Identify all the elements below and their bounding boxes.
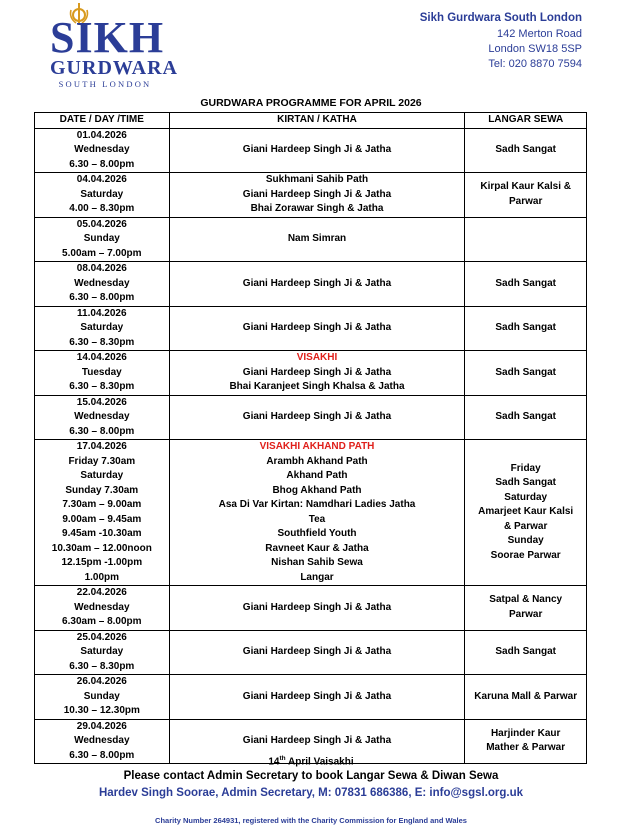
langar-cell-line: Sadh Sangat: [495, 366, 556, 378]
table-row: [35, 262, 587, 307]
logo-sub-text: GURDWARA: [50, 57, 178, 79]
langar-cell: [465, 675, 587, 720]
date-cell-line: Wednesday: [74, 601, 130, 613]
kirtan-cell-line: Giani Hardeep Singh Ji & Jatha: [242, 690, 392, 702]
kirtan-cell-line: Giani Hardeep Singh Ji & Jatha: [242, 277, 392, 289]
date-cell-line: Friday 7.30am: [68, 455, 136, 467]
programme-table: [34, 112, 587, 764]
date-cell-line: Sunday: [83, 233, 120, 244]
kirtan-cell-line: Giani Hardeep Singh Ji & Jatha: [242, 322, 392, 333]
event-highlight: VISAKHI AKHAND PATH: [259, 441, 375, 452]
date-cell-line: Wednesday: [74, 277, 130, 289]
langar-cell-line: Mather & Parwar: [486, 742, 566, 754]
date-cell-line: 9.45am -10.30am: [62, 528, 142, 539]
address-line2: London SW18 5SP: [488, 43, 582, 55]
table-row: [35, 395, 587, 440]
date-cell-line: Tuesday: [81, 366, 122, 378]
date-cell-line: 10.30 – 12.30pm: [63, 705, 140, 716]
langar-cell: [465, 128, 587, 173]
vaisakhi-text: April Vaisakhi: [285, 756, 354, 768]
date-cell-line: 26.04.2026: [76, 676, 127, 687]
date-cell-line: Wednesday: [74, 411, 130, 422]
kirtan-cell-line: Akhand Path: [286, 470, 348, 481]
date-cell: [35, 128, 170, 173]
date-cell-line: Wednesday: [74, 735, 130, 746]
langar-cell: [465, 395, 587, 440]
date-cell: [35, 630, 170, 675]
langar-cell-line: Amarjeet Kaur Kalsi: [478, 506, 574, 518]
langar-cell-line: Karuna Mall & Parwar: [474, 690, 578, 702]
kirtan-cell-line: Bhai Karanjeet Singh Khalsa & Jatha: [229, 381, 405, 392]
date-cell-line: 4.00 – 8.30pm: [69, 203, 135, 214]
address-tel: Tel: 020 8870 7594: [488, 58, 582, 70]
langar-cell: [465, 306, 587, 351]
charity-note: Charity Number 264931, registered with the Charity Commission for England and Wales: [155, 816, 467, 825]
kirtan-cell-line: Bhai Zorawar Singh & Jatha: [250, 203, 384, 214]
programme-body: [35, 128, 587, 764]
date-cell-line: 04.04.2026: [76, 174, 127, 185]
date-cell: [35, 306, 170, 351]
date-cell-line: 6.30 – 8.00pm: [69, 425, 135, 437]
date-cell-line: 6.30 – 8.30pm: [69, 381, 135, 392]
date-cell: [35, 395, 170, 440]
date-cell-line: 7.30am – 9.00am: [62, 499, 142, 510]
kirtan-cell: [169, 217, 465, 262]
date-cell: [35, 675, 170, 720]
langar-cell-line: Parwar: [509, 195, 543, 207]
date-cell: [35, 173, 170, 218]
table-row: [35, 440, 587, 586]
date-cell-line: Sunday 7.30am: [65, 484, 139, 496]
date-cell: [35, 217, 170, 262]
date-cell-line: 17.04.2026: [76, 441, 127, 452]
date-cell-line: 6.30 – 8.30pm: [69, 660, 135, 672]
date-cell-line: 08.04.2026: [76, 263, 127, 274]
kirtan-cell-line: Nishan Sahib Sewa: [271, 557, 363, 568]
langar-cell: [465, 351, 587, 396]
kirtan-cell-line: Arambh Akhand Path: [266, 455, 368, 467]
date-cell-line: Saturday: [80, 646, 124, 657]
kirtan-cell: [169, 351, 465, 396]
table-header-row: [35, 113, 587, 129]
langar-cell-line: Satpal & Nancy: [489, 594, 563, 606]
kirtan-cell-line: Ravneet Kaur & Jatha: [265, 542, 369, 554]
date-cell-line: 9.00am – 9.45am: [62, 513, 142, 525]
langar-cell: [465, 586, 587, 631]
date-cell-line: Saturday: [80, 188, 124, 200]
kirtan-cell: [169, 440, 465, 586]
langar-cell-line: & Parwar: [504, 520, 548, 532]
langar-cell-line: Harjinder Kaur: [490, 727, 561, 739]
table-row: [35, 217, 587, 262]
kirtan-cell-line: Giani Hardeep Singh Ji & Jatha: [242, 601, 392, 613]
table-row: [35, 173, 587, 218]
event-highlight: VISAKHI: [296, 352, 338, 363]
kirtan-cell-line: Bhog Akhand Path: [272, 484, 362, 496]
kirtan-cell: [169, 395, 465, 440]
header-date: DATE / DAY /TIME: [35, 113, 170, 129]
date-cell-line: 6.30am – 8.00pm: [62, 616, 142, 627]
date-cell-line: 14.04.2026: [76, 352, 127, 363]
address-line1: 142 Merton Road: [497, 28, 582, 40]
langar-cell-line: Saturday: [504, 491, 548, 503]
date-cell-line: 6.30 – 8.00pm: [69, 292, 135, 303]
table-row: [35, 586, 587, 631]
date-cell: [35, 586, 170, 631]
langar-cell-line: Sadh Sangat: [495, 411, 556, 422]
kirtan-cell-line: Sukhmani Sahib Path: [265, 174, 369, 185]
langar-cell-line: Sadh Sangat: [495, 646, 556, 657]
langar-cell-line: Friday: [510, 462, 541, 474]
logo-location-text: SOUTH LONDON: [58, 79, 152, 89]
date-cell: [35, 351, 170, 396]
vaisakhi-note: [0, 755, 622, 767]
secretary-contact: Hardev Singh Soorae, Admin Secretary, M: 07831 686386, E: info@sgsl.org.uk: [98, 787, 524, 799]
kirtan-cell-line: Giani Hardeep Singh Ji & Jatha: [242, 646, 392, 657]
table-row: [35, 351, 587, 396]
date-cell-line: 12.15pm -1.00pm: [61, 557, 143, 568]
date-cell-line: 22.04.2026: [76, 587, 127, 598]
vaisakhi-day: 14: [268, 756, 280, 768]
date-cell-line: Saturday: [80, 322, 124, 333]
langar-cell-line: Sadh Sangat: [495, 277, 556, 289]
org-name: Sikh Gurdwara South London: [419, 12, 582, 24]
kirtan-cell: [169, 306, 465, 351]
date-cell-line: Sunday: [83, 690, 120, 702]
date-cell: [35, 262, 170, 307]
gurdwara-logo: [50, 8, 178, 90]
date-cell-line: 05.04.2026: [76, 218, 127, 230]
kirtan-cell-line: Giani Hardeep Singh Ji & Jatha: [242, 366, 392, 378]
date-cell-line: Wednesday: [74, 144, 130, 155]
date-cell-line: 11.04.2026: [77, 307, 127, 319]
kirtan-cell-line: Southfield Youth: [277, 528, 357, 539]
table-row: [35, 306, 587, 351]
date-cell-line: 6.30 – 8.00pm: [69, 158, 135, 170]
kirtan-cell: [169, 630, 465, 675]
langar-cell: [465, 262, 587, 307]
langar-cell-line: Sadh Sangat: [495, 477, 556, 489]
langar-cell: [465, 440, 587, 586]
langar-cell-line: Sadh Sangat: [495, 144, 556, 155]
date-cell: [35, 440, 170, 586]
kirtan-cell: [169, 262, 465, 307]
kirtan-cell-line: Nam Simran: [287, 233, 347, 244]
langar-cell: [465, 630, 587, 675]
kirtan-cell-line: Giani Hardeep Singh Ji & Jatha: [242, 144, 392, 155]
date-cell-line: 01.04.2026: [76, 129, 127, 141]
date-cell-line: 10.30am – 12.00noon: [51, 542, 152, 554]
contact-note: Please contact Admin Secretary to book Langar Sewa & Diwan Sewa: [123, 770, 499, 782]
kirtan-cell-line: Tea: [308, 513, 326, 525]
table-row: [35, 630, 587, 675]
page-title: GURDWARA PROGRAMME FOR APRIL 2026: [200, 97, 422, 109]
langar-cell: [465, 217, 587, 262]
vaisakhi-suffix: th: [279, 755, 286, 762]
date-cell-line: 1.00pm: [84, 571, 120, 583]
date-cell-line: 6.30 – 8.30pm: [69, 336, 135, 348]
langar-cell-line: Kirpal Kaur Kalsi &: [480, 181, 571, 193]
kirtan-cell: [169, 128, 465, 173]
date-cell-line: 6.30 – 8.00pm: [69, 749, 135, 761]
kirtan-cell-line: Giani Hardeep Singh Ji & Jatha: [242, 188, 392, 200]
logo-main-text: SIKH: [50, 13, 165, 62]
kirtan-cell-line: Langar: [300, 571, 334, 583]
kirtan-cell: [169, 586, 465, 631]
kirtan-cell-line: Giani Hardeep Singh Ji & Jatha: [242, 735, 392, 746]
kirtan-cell-line: Asa Di Var Kirtan: Namdhari Ladies Jatha: [218, 499, 416, 510]
table-row: [35, 675, 587, 720]
kirtan-cell: [169, 675, 465, 720]
kirtan-cell-line: Giani Hardeep Singh Ji & Jatha: [242, 411, 392, 422]
date-cell-line: Saturday: [80, 470, 124, 481]
table-row: [35, 128, 587, 173]
langar-cell-line: Soorae Parwar: [490, 549, 561, 561]
langar-cell: [465, 173, 587, 218]
date-cell-line: 5.00am – 7.00pm: [62, 247, 142, 259]
address-block: [420, 10, 582, 72]
langar-cell-line: Sadh Sangat: [495, 322, 556, 333]
date-cell-line: 29.04.2026: [76, 720, 127, 732]
langar-cell-line: Sunday: [507, 535, 544, 547]
header-langar: LANGAR SEWA: [465, 113, 587, 129]
date-cell-line: 25.04.2026: [76, 631, 127, 643]
kirtan-cell: [169, 173, 465, 218]
date-cell-line: 15.04.2026: [76, 396, 127, 408]
header-kirtan: KIRTAN / KATHA: [169, 113, 465, 129]
langar-cell-line: Parwar: [509, 608, 543, 620]
